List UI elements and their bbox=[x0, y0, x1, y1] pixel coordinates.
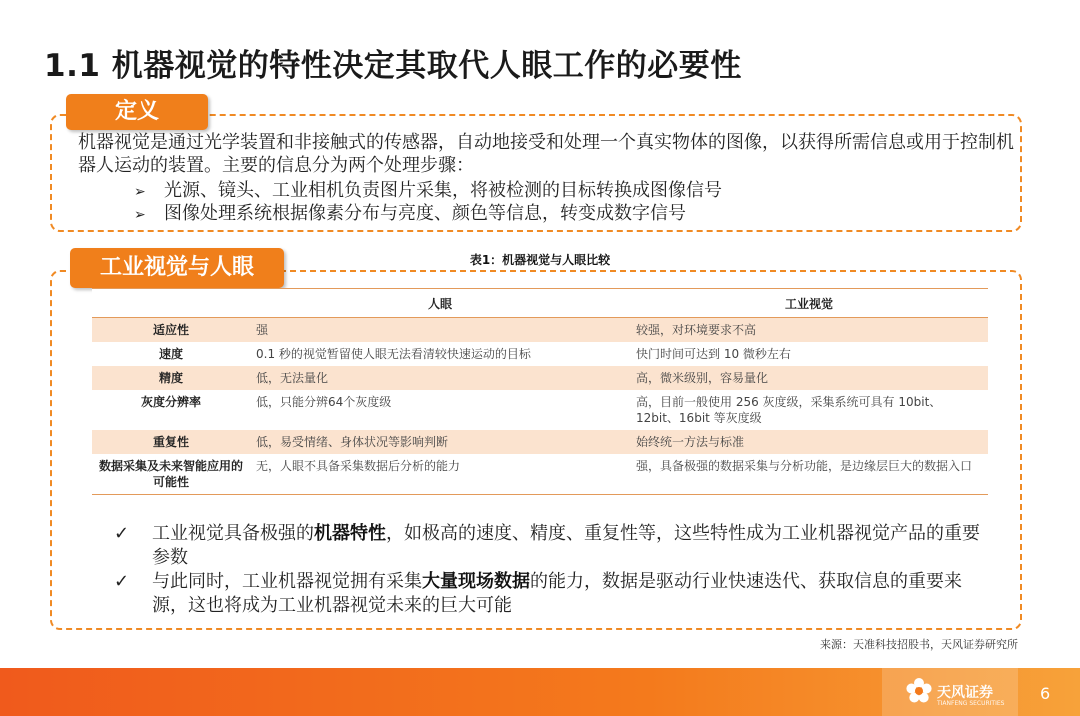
row-header: 适应性 bbox=[92, 318, 250, 343]
arrow-bullet-icon: ➢ bbox=[134, 184, 146, 200]
definition-bullet bbox=[134, 179, 722, 204]
human-cell: 低，易受情绪、身体状况等影响判断 bbox=[250, 430, 630, 454]
machine-cell: 快门时间可达到 10 微秒左右 bbox=[636, 347, 791, 361]
comparison-tag: 工业视觉与人眼 bbox=[70, 248, 284, 288]
row-header: 精度 bbox=[92, 366, 250, 390]
definition-text: 机器视觉是通过光学装置和非接触式的传感器，自动地接受和处理一个真实物体的图像，以获得所需信息或用于控制机器人运动的装置。主要的信息分为两个处理步骤： bbox=[78, 132, 1014, 176]
table-row bbox=[92, 430, 988, 454]
machine-cell: 较强，对环境要求不高 bbox=[630, 318, 988, 343]
definition-bullet-text: 光源、镜头、工业相机负责图片采集，将被检测的目标转换成图像信号 bbox=[164, 180, 722, 201]
conclusion-text-post: 的能力，数据是驱动行业快速迭代、获取信息的重要来源，这也将成为工业机器视觉未来的巨大可能 bbox=[152, 571, 962, 616]
arrow-bullet-icon: ➢ bbox=[134, 207, 146, 223]
conclusion-text-post: ，如极高的速度、精度、重复性等，这些特性成为工业机器视觉产品的重要参数 bbox=[152, 523, 980, 568]
table-row bbox=[92, 342, 988, 366]
brand-subtitle: TIANFENG SECURITIES bbox=[937, 700, 1005, 707]
definition-bullet-text: 图像处理系统根据像素分布与亮度、颜色等信息，转变成数字信号 bbox=[164, 203, 686, 224]
table-header-cell: 人眼 bbox=[250, 289, 630, 318]
table-row bbox=[92, 390, 988, 430]
conclusion-item bbox=[114, 522, 994, 570]
machine-cell: 始终统一方法与标准 bbox=[630, 430, 988, 454]
conclusion-text-bold: 机器特性 bbox=[314, 523, 386, 544]
row-header: 重复性 bbox=[92, 430, 250, 454]
conclusion-item bbox=[114, 570, 994, 618]
table-row bbox=[92, 318, 988, 343]
table-header-cell: 工业视觉 bbox=[630, 289, 988, 318]
human-cell: 低，无法量化 bbox=[250, 366, 630, 390]
conclusion-text-pre: 与此同时，工业机器视觉拥有采集 bbox=[152, 571, 422, 592]
machine-cell: 高，目前一般使用 256 灰度级，采集系统可具有 10bit、12bit、16bit 等灰度级 bbox=[636, 395, 942, 425]
source-note: 来源：天准科技招股书，天风证券研究所 bbox=[820, 638, 1018, 651]
conclusion-text-pre: 工业视觉具备极强的 bbox=[152, 523, 314, 544]
page-number: 6 bbox=[1040, 684, 1051, 703]
human-cell: 0.1 秒的视觉暂留使人眼无法看清较快速运动的目标 bbox=[256, 347, 531, 361]
table-row bbox=[92, 366, 988, 390]
human-cell: 强 bbox=[250, 318, 630, 343]
human-cell: 低，只能分辨64个灰度级 bbox=[256, 395, 392, 409]
machine-cell: 高，微米级别，容易量化 bbox=[630, 366, 988, 390]
page-title: 1.1 机器视觉的特性决定其取代人眼工作的必要性 bbox=[44, 48, 742, 84]
machine-cell: 强，具备极强的数据采集与分析功能，是边缘层巨大的数据入口 bbox=[630, 454, 988, 495]
row-header: 灰度分辨率 bbox=[140, 395, 201, 409]
brand-name: 天风证券 bbox=[937, 685, 993, 701]
row-header: 数据采集及未来智能应用的可能性 bbox=[92, 454, 250, 495]
conclusion-text bbox=[152, 522, 994, 570]
table-header-cell bbox=[92, 289, 250, 318]
table-caption: 表1：机器视觉与人眼比较 bbox=[469, 253, 611, 267]
row-header: 速度 bbox=[158, 347, 183, 361]
comparison-table bbox=[92, 288, 988, 495]
conclusion-text bbox=[152, 570, 994, 618]
table-header-row bbox=[92, 289, 988, 318]
conclusion-text-bold: 大量现场数据 bbox=[422, 571, 530, 592]
table-row bbox=[92, 454, 988, 495]
check-icon: ✓ bbox=[114, 571, 130, 592]
flower-logo-icon bbox=[905, 677, 933, 705]
definition-tag: 定义 bbox=[66, 94, 208, 130]
human-cell: 无，人眼不具备采集数据后分析的能力 bbox=[250, 454, 630, 495]
definition-bullet bbox=[134, 202, 686, 227]
check-icon: ✓ bbox=[114, 523, 130, 544]
